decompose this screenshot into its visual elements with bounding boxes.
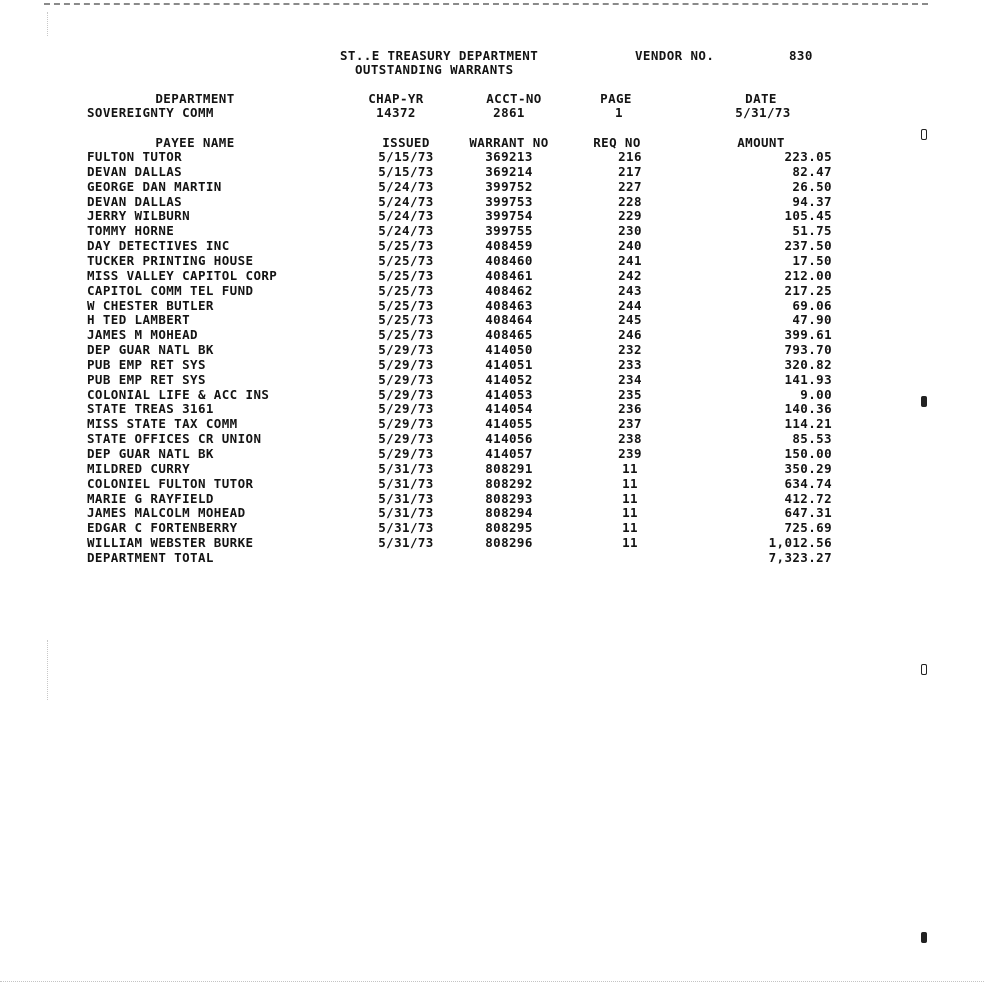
chap-yr-value: 14372 [376, 105, 416, 120]
amount-value: 725.69 [784, 520, 832, 536]
warrant-header: WARRANT NO [469, 135, 549, 150]
amount-header: AMOUNT [737, 135, 785, 150]
department-label: DEPARTMENT [155, 91, 235, 106]
warrant-number: 399752 [485, 178, 533, 194]
payee-name: W CHESTER BUTLER [87, 297, 214, 313]
warrant-number: 399754 [485, 208, 533, 224]
warrant-number: 408462 [485, 282, 533, 298]
req-number: 11 [622, 490, 638, 506]
warrant-number: 369214 [485, 163, 533, 179]
payee-name: MARIE G RAYFIELD [87, 490, 214, 506]
req-number: 11 [622, 505, 638, 521]
warrant-number: 408465 [485, 327, 533, 343]
amount-value: 51.75 [792, 223, 832, 239]
issued-date: 5/25/73 [378, 297, 434, 313]
issued-date: 5/29/73 [378, 371, 434, 387]
amount-value: 223.05 [784, 149, 832, 164]
perforation-bottom-rule [0, 981, 984, 982]
issued-date: 5/29/73 [378, 416, 434, 432]
amount-value: 212.00 [784, 267, 832, 283]
warrant-number: 414056 [485, 431, 533, 447]
payee-name: FULTON TUTOR [87, 149, 183, 164]
warrant-number: 808293 [485, 490, 533, 506]
total-label: DEPARTMENT TOTAL [87, 549, 214, 565]
report-subtitle: OUTSTANDING WARRANTS [355, 62, 514, 77]
amount-value: 26.50 [792, 178, 832, 194]
warrant-number: 399753 [485, 193, 533, 209]
payee-name: TOMMY HORNE [87, 223, 175, 239]
issued-date: 5/24/73 [378, 193, 434, 209]
perforation-top-rule [44, 3, 928, 5]
date-value: 5/31/73 [735, 105, 791, 120]
payee-name: COLONIEL FULTON TUTOR [87, 475, 254, 491]
payee-name: DEVAN DALLAS [87, 163, 183, 179]
margin-mark [47, 640, 48, 700]
warrant-number: 408460 [485, 252, 533, 268]
req-number: 227 [618, 178, 642, 194]
issued-date: 5/25/73 [378, 252, 434, 268]
acct-no-label: ACCT-NO [486, 91, 542, 106]
payee-name: MILDRED CURRY [87, 460, 191, 476]
sprocket-hole [921, 664, 927, 675]
issued-date: 5/29/73 [378, 401, 434, 417]
amount-value: 237.50 [784, 238, 832, 254]
payee-name: DEP GUAR NATL BK [87, 342, 214, 358]
issued-date: 5/24/73 [378, 223, 434, 239]
req-number: 240 [618, 238, 642, 254]
req-number: 235 [618, 386, 642, 402]
acct-no-value: 2861 [493, 105, 525, 120]
amount-value: 412.72 [784, 490, 832, 506]
issued-header: ISSUED [382, 135, 430, 150]
issued-date: 5/25/73 [378, 267, 434, 283]
payee-name: TUCKER PRINTING HOUSE [87, 252, 254, 268]
amount-value: 94.37 [792, 193, 832, 209]
amount-value: 141.93 [784, 371, 832, 387]
payee-name: MISS STATE TAX COMM [87, 416, 238, 432]
amount-value: 1,012.56 [768, 535, 832, 551]
payee-header: PAYEE NAME [155, 135, 235, 150]
payee-name: PUB EMP RET SYS [87, 356, 206, 372]
vendor-number: 830 [789, 48, 813, 63]
vendor-label: VENDOR NO. [635, 48, 715, 63]
req-number: 11 [622, 535, 638, 551]
issued-date: 5/29/73 [378, 356, 434, 372]
total-amount: 7,323.27 [768, 549, 832, 565]
req-number: 229 [618, 208, 642, 224]
warrant-number: 808292 [485, 475, 533, 491]
amount-value: 647.31 [784, 505, 832, 521]
amount-value: 150.00 [784, 446, 832, 461]
payee-name: EDGAR C FORTENBERRY [87, 520, 238, 536]
req-number: 246 [618, 327, 642, 343]
issued-date: 5/15/73 [378, 149, 434, 164]
issued-date: 5/29/73 [378, 342, 434, 358]
issued-date: 5/29/73 [378, 386, 434, 402]
payee-name: CAPITOL COMM TEL FUND [87, 282, 254, 298]
req-number: 245 [618, 312, 642, 328]
req-number: 217 [618, 163, 642, 179]
warrant-number: 808295 [485, 520, 533, 536]
payee-name: WILLIAM WEBSTER BURKE [87, 535, 254, 551]
amount-value: 320.82 [784, 356, 832, 372]
issued-date: 5/31/73 [378, 520, 434, 536]
issued-date: 5/25/73 [378, 312, 434, 328]
amount-value: 350.29 [784, 460, 832, 476]
req-number: 236 [618, 401, 642, 417]
payee-name: JAMES MALCOLM MOHEAD [87, 505, 246, 521]
issued-date: 5/15/73 [378, 163, 434, 179]
warrant-number: 408464 [485, 312, 533, 328]
req-number: 11 [622, 520, 638, 536]
warrant-number: 414051 [485, 356, 533, 372]
sprocket-hole [921, 932, 927, 943]
amount-value: 69.06 [792, 297, 832, 313]
issued-date: 5/25/73 [378, 327, 434, 343]
department-value: SOVEREIGNTY COMM [87, 105, 214, 120]
payee-name: DAY DETECTIVES INC [87, 238, 230, 254]
issued-date: 5/24/73 [378, 208, 434, 224]
issued-date: 5/31/73 [378, 460, 434, 476]
issued-date: 5/31/73 [378, 535, 434, 551]
issued-date: 5/31/73 [378, 475, 434, 491]
warrant-number: 369213 [485, 149, 533, 164]
amount-value: 9.00 [800, 386, 832, 402]
amount-value: 17.50 [792, 252, 832, 268]
warrant-number: 408461 [485, 267, 533, 283]
warrant-number: 414050 [485, 342, 533, 358]
amount-value: 634.74 [784, 475, 832, 491]
payee-name: MISS VALLEY CAPITOL CORP [87, 267, 278, 283]
issued-date: 5/25/73 [378, 282, 434, 298]
payee-name: DEVAN DALLAS [87, 193, 183, 209]
chap-yr-label: CHAP-YR [368, 91, 424, 106]
issued-date: 5/25/73 [378, 238, 434, 254]
req-number: 232 [618, 342, 642, 358]
warrant-number: 408459 [485, 238, 533, 254]
issued-date: 5/31/73 [378, 505, 434, 521]
amount-value: 105.45 [784, 208, 832, 224]
amount-value: 82.47 [792, 163, 832, 179]
warrant-number: 414054 [485, 401, 533, 417]
req-number: 237 [618, 416, 642, 432]
req-header: REQ NO [593, 135, 641, 150]
sprocket-hole [921, 129, 927, 140]
req-number: 11 [622, 475, 638, 491]
req-number: 241 [618, 252, 642, 268]
payee-name: H TED LAMBERT [87, 312, 191, 328]
req-number: 11 [622, 460, 638, 476]
warrant-number: 399755 [485, 223, 533, 239]
amount-value: 85.53 [792, 431, 832, 447]
amount-value: 140.36 [784, 401, 832, 417]
issued-date: 5/29/73 [378, 446, 434, 461]
payee-name: STATE OFFICES CR UNION [87, 431, 262, 447]
req-number: 216 [618, 149, 642, 164]
req-number: 228 [618, 193, 642, 209]
report-title: ST..E TREASURY DEPARTMENT [340, 48, 539, 63]
issued-date: 5/31/73 [378, 490, 434, 506]
warrant-number: 414052 [485, 371, 533, 387]
req-number: 242 [618, 267, 642, 283]
req-number: 244 [618, 297, 642, 313]
margin-mark [47, 12, 48, 36]
warrant-number: 808294 [485, 505, 533, 521]
amount-value: 114.21 [784, 416, 832, 432]
payee-name: DEP GUAR NATL BK [87, 446, 214, 461]
warrant-number: 414055 [485, 416, 533, 432]
warrant-number: 408463 [485, 297, 533, 313]
issued-date: 5/24/73 [378, 178, 434, 194]
warrant-number: 414053 [485, 386, 533, 402]
page-value: 1 [615, 105, 623, 120]
req-number: 233 [618, 356, 642, 372]
warrant-number: 808296 [485, 535, 533, 551]
payee-name: STATE TREAS 3161 [87, 401, 214, 417]
payee-name: GEORGE DAN MARTIN [87, 178, 222, 194]
payee-name: PUB EMP RET SYS [87, 371, 206, 387]
sprocket-hole [921, 396, 927, 407]
page-label: PAGE [600, 91, 632, 106]
warrant-number: 414057 [485, 446, 533, 461]
req-number: 230 [618, 223, 642, 239]
amount-value: 399.61 [784, 327, 832, 343]
amount-value: 47.90 [792, 312, 832, 328]
payee-name: JAMES M MOHEAD [87, 327, 198, 343]
payee-name: JERRY WILBURN [87, 208, 191, 224]
warrant-number: 808291 [485, 460, 533, 476]
req-number: 238 [618, 431, 642, 447]
issued-date: 5/29/73 [378, 431, 434, 447]
req-number: 234 [618, 371, 642, 387]
amount-value: 217.25 [784, 282, 832, 298]
req-number: 239 [618, 446, 642, 461]
req-number: 243 [618, 282, 642, 298]
amount-value: 793.70 [784, 342, 832, 358]
payee-name: COLONIAL LIFE & ACC INS [87, 386, 270, 402]
date-label: DATE [745, 91, 777, 106]
